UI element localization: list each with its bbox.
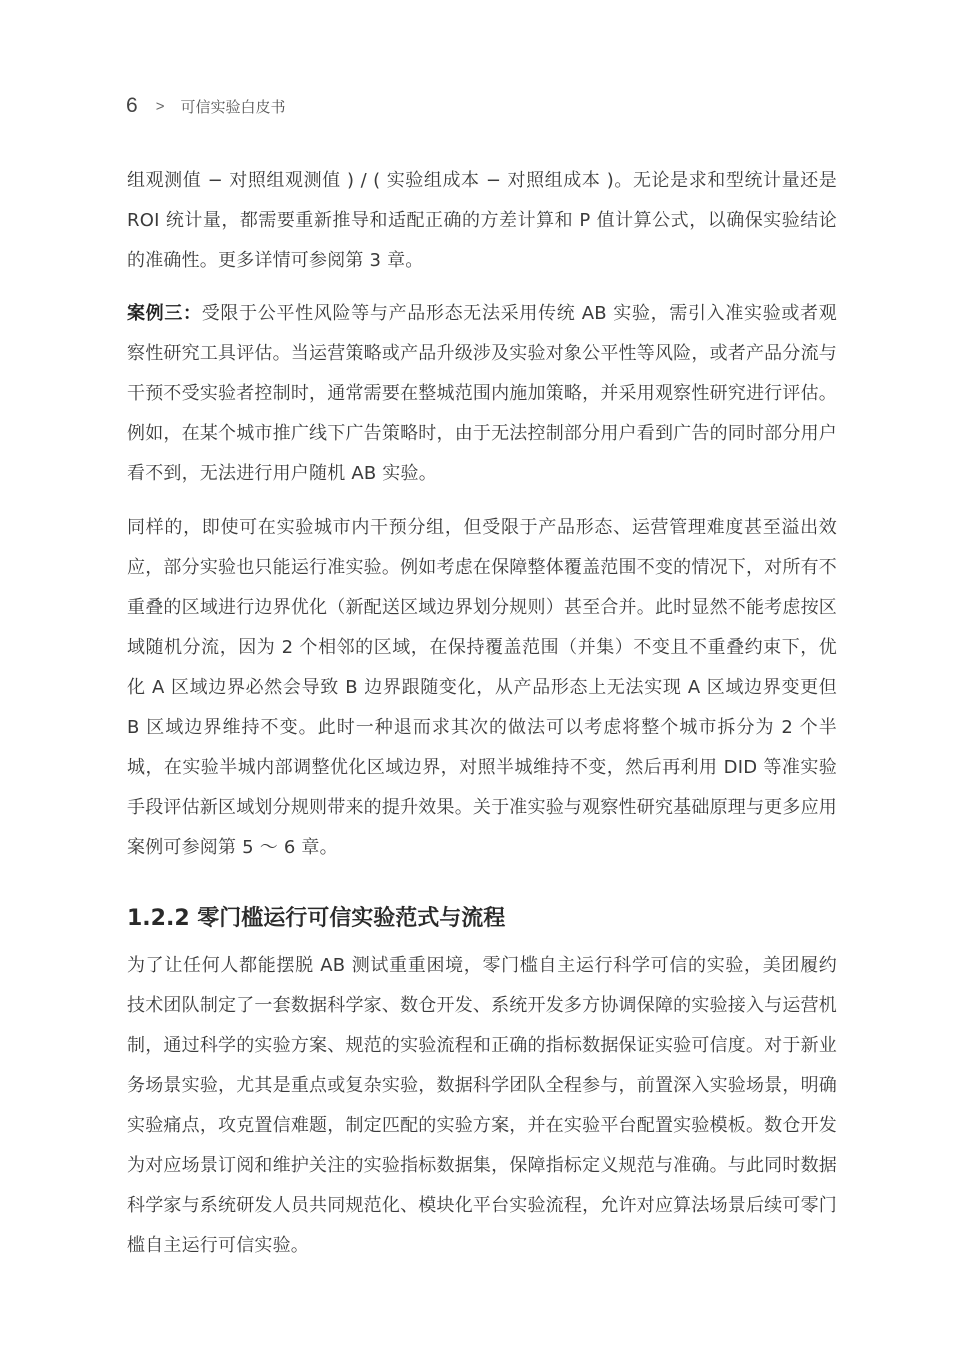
- paragraph-4-block: [127, 946, 837, 1266]
- paragraph-4: 为了让任何人都能摆脱 AB 测试重重困境，零门槛自主运行科学可信的实验，美团履约技术团队制定了一套数据科学家、数仓开发、系统开发多方协调保障的实验接入与运营机制，通过科学的实验方案、规范的实验流程和正确的指标数据保证实验可信度。对于新业务场景实验，尤其是重点或复杂实验，数据科学团队全程参与，前置深入实验场景，明确实验痛点，攻克置信难题，制定匹配的实验方案，并在实验平台配置实验模板。数仓开发为对应场景订阅和维护关注的实验指标数据集，保障指标定义规范与准确。与此同时数据科学家与系统研发人员共同规范化、模块化平台实验流程，允许对应算法场景后续可零门槛自主运行可信实验。: [127, 955, 837, 1256]
- paragraph-2: [127, 294, 837, 494]
- header-separator-icon: >: [155, 97, 165, 115]
- page-header: [126, 92, 285, 120]
- paragraph-2-body: 受限于公平性风险等与产品形态无法采用传统 AB 实验，需引入准实验或者观察性研究工具评估。当运营策略或产品升级涉及实验对象公平性等风险，或者产品分流与干预不受实验者控制时，通常需要在整城范围内施加策略，并采用观察性研究进行评估。例如，在某个城市推广线下广告策略时，由于无法控制部分用户看到广告的同时部分用户看不到，无法进行用户随机 AB 实验。: [127, 303, 837, 484]
- book-title: 可信实验白皮书: [180, 97, 286, 116]
- paragraph-2-block: [127, 294, 837, 494]
- paragraph-1-block: [127, 161, 837, 281]
- paragraph-3: 同样的，即使可在实验城市内干预分组，但受限于产品形态、运营管理难度甚至溢出效应，部分实验也只能运行准实验。例如考虑在保障整体覆盖范围不变的情况下，对所有不重叠的区域进行边界优化（新配送区域边界划分规则）甚至合并。此时显然不能考虑按区域随机分流，因为 2 个相邻的区域，在保持覆盖范围（并集）不变且不重叠约束下，优化 A 区域边界必然会导致 B 边界跟随变化，从产品形态上无法实现 A 区域边界变更但 B 区域边界维持不变。此时一种退而求其次的做法可以考虑将整个城市拆分为 2 个半城，在实验半城内部调整优化区域边界，对照半城维持不变，然后再利用 DID 等准实验手段评估新区域划分规则带来的提升效果。关于准实验与观察性研究基础原理与更多应用案例可参阅第 5 ～ 6 章。: [127, 517, 837, 858]
- section-heading: 1.2.2 零门槛运行可信实验范式与流程: [127, 906, 506, 931]
- page-number: 6: [126, 94, 138, 117]
- section-heading-block: [127, 899, 837, 939]
- paragraph-1: 组观测值 − 对照组观测值 ) / ( 实验组成本 − 对照组成本 )。无论是求和型统计量还是 ROI 统计量，都需要重新推导和适配正确的方差计算和 P 值计算公式，以确保实验结论的准确性。更多详情可参阅第 3 章。: [127, 170, 837, 271]
- paragraph-3-block: [127, 508, 837, 868]
- case-three-label: 案例三：: [127, 303, 202, 324]
